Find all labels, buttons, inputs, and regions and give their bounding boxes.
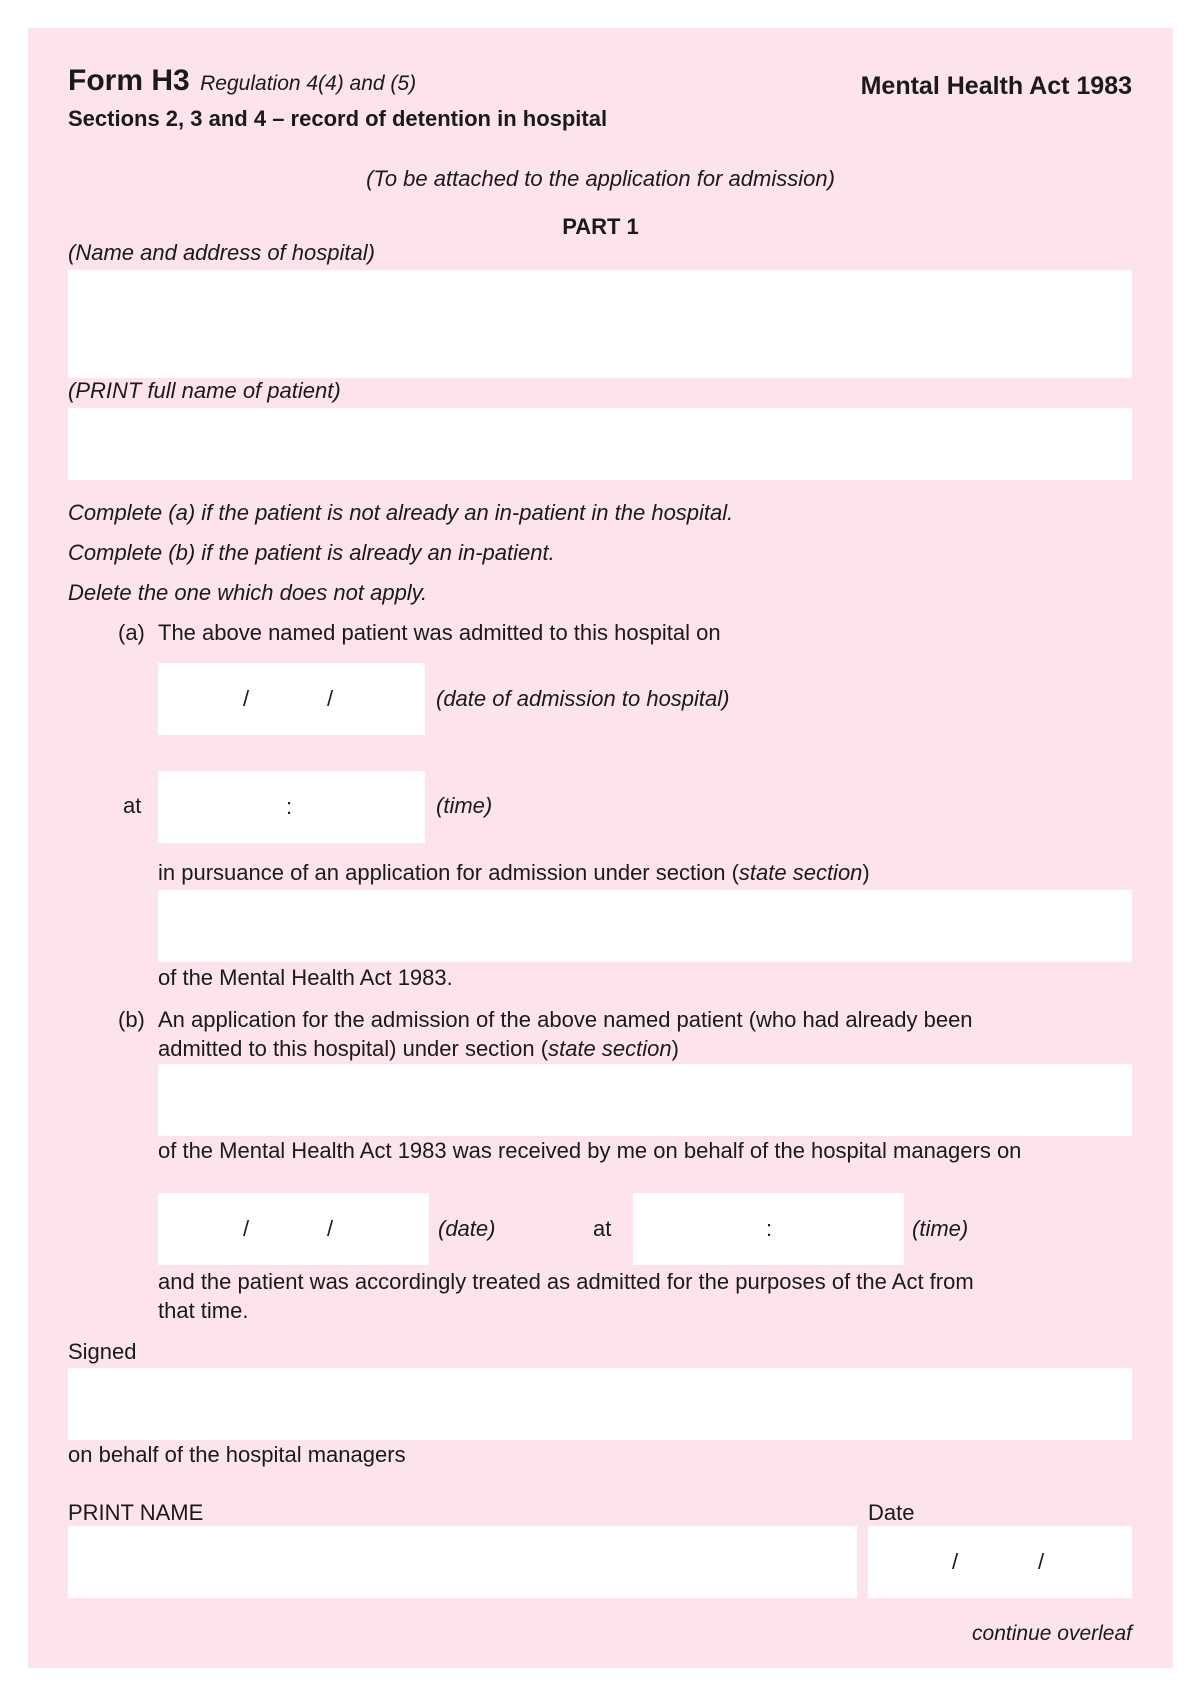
section-a-section-field[interactable]	[158, 890, 1132, 962]
received-time-label: (time)	[912, 1216, 969, 1241]
admission-date-label: (date of admission to hospital)	[436, 686, 730, 711]
time-separator: :	[286, 794, 293, 819]
section-b-section-field[interactable]	[158, 1064, 1132, 1136]
received-date-label: (date)	[438, 1216, 496, 1241]
hospital-name-address-field[interactable]	[68, 270, 1132, 378]
form-id: Form H3	[68, 64, 190, 97]
date-separator: /	[243, 686, 250, 711]
signed-label: Signed	[68, 1339, 137, 1364]
received-time-field[interactable]	[633, 1193, 904, 1265]
section-b-treated-line1: and the patient was accordingly treated as admitted for the purposes of the Act from	[158, 1269, 974, 1294]
act-title: Mental Health Act 1983	[860, 72, 1132, 100]
instruction-a: Complete (a) if the patient is not already an in-patient in the hospital.	[68, 500, 734, 525]
date-separator: /	[327, 1216, 334, 1241]
section-b-received-line: of the Mental Health Act 1983 was received by me on behalf of the hospital managers on	[158, 1138, 1022, 1163]
section-a-marker: (a)	[118, 620, 145, 645]
section-b-line1: An application for the admission of the above named patient (who had already been	[158, 1007, 973, 1032]
attached-note: (To be attached to the application for admission)	[366, 166, 835, 191]
form-page	[28, 28, 1173, 1668]
date-separator: /	[1038, 1549, 1045, 1574]
section-a-at: at	[123, 793, 142, 818]
patient-name-field[interactable]	[68, 408, 1132, 480]
date-separator: /	[327, 686, 334, 711]
admission-time-field[interactable]	[158, 771, 425, 843]
patient-label: (PRINT full name of patient)	[68, 378, 341, 403]
instruction-b: Complete (b) if the patient is already an in-patient.	[68, 540, 555, 565]
pursuance-line: in pursuance of an application for admission under section (state section)	[158, 860, 870, 885]
date-separator: /	[243, 1216, 250, 1241]
form-subtitle: Sections 2, 3 and 4 – record of detention in hospital	[68, 106, 608, 131]
time-separator: :	[766, 1216, 773, 1241]
section-b-treated-line2: that time.	[158, 1298, 249, 1323]
admission-time-label: (time)	[436, 793, 493, 818]
signature-field[interactable]	[68, 1368, 1132, 1440]
regulation-ref: Regulation 4(4) and (5)	[200, 72, 417, 95]
admission-date-field[interactable]	[158, 663, 425, 735]
signature-date-label: Date	[868, 1500, 915, 1525]
print-name-label: PRINT NAME	[68, 1500, 204, 1525]
continue-overleaf: continue overleaf	[972, 1622, 1132, 1645]
section-a-act-line: of the Mental Health Act 1983.	[158, 965, 453, 990]
received-date-field[interactable]	[158, 1193, 429, 1265]
print-name-field[interactable]	[68, 1526, 857, 1598]
hospital-label: (Name and address of hospital)	[68, 240, 375, 265]
form-title	[68, 64, 416, 98]
instruction-delete: Delete the one which does not apply.	[68, 580, 428, 605]
date-separator: /	[952, 1549, 959, 1574]
section-b-marker: (b)	[118, 1007, 145, 1032]
section-a-intro: The above named patient was admitted to this hospital on	[158, 620, 721, 645]
behalf-label: on behalf of the hospital managers	[68, 1442, 406, 1467]
section-b-at: at	[593, 1216, 612, 1241]
part-title: PART 1	[562, 214, 639, 239]
section-b-line2: admitted to this hospital) under section (state section)	[158, 1036, 679, 1061]
signature-date-field[interactable]	[868, 1526, 1132, 1598]
